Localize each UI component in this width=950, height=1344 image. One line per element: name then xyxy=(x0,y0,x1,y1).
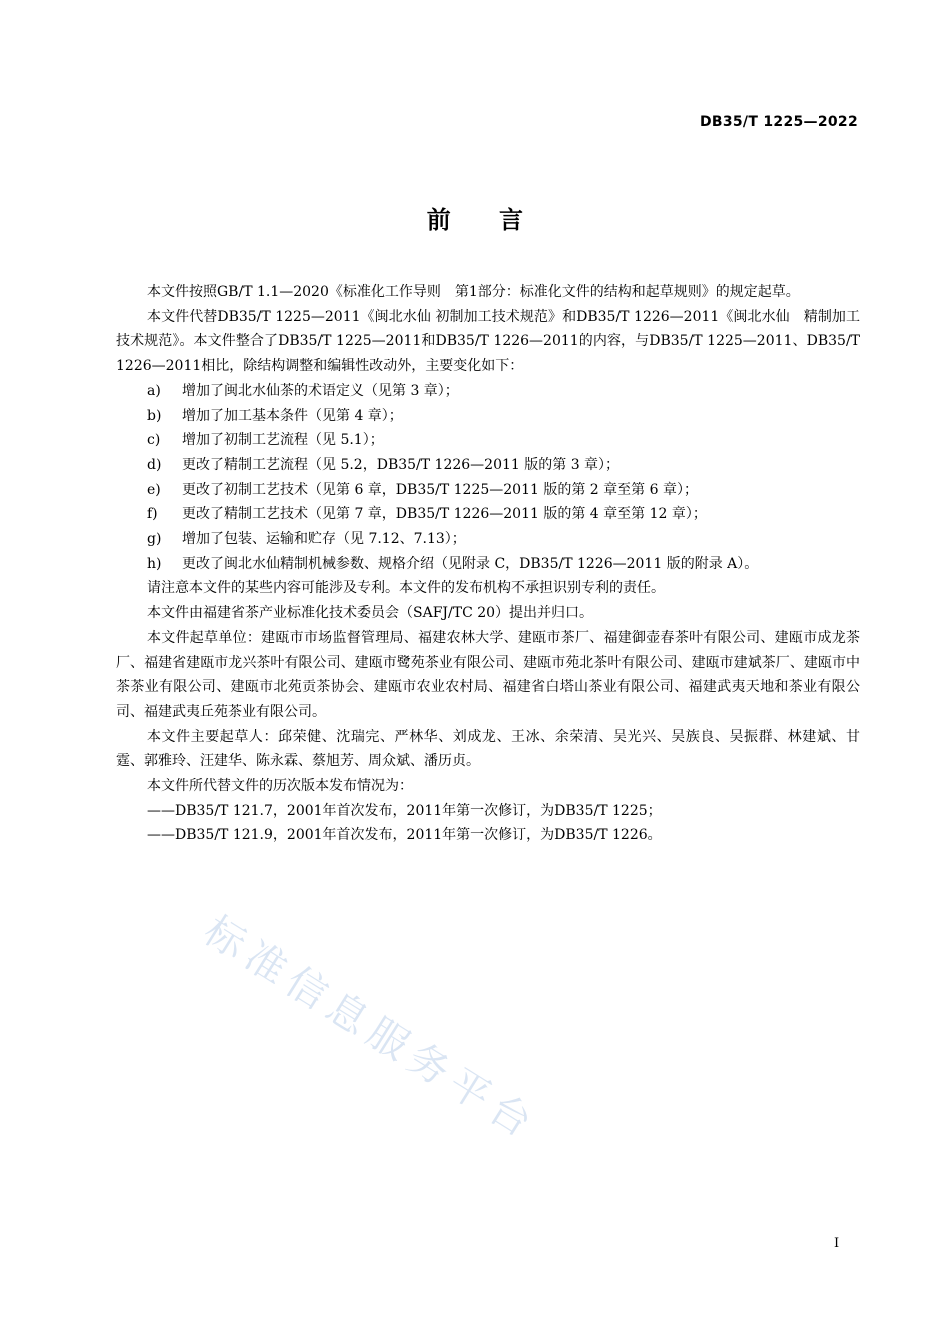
history-entry: ——DB35/T 121.9，2001年首次发布，2011年第一次修订，为DB35/T 1226。 xyxy=(147,827,662,844)
paragraph-drafting-rules: 本文件按照GB/T 1.1—2020《标准化工作导则 第1部分：标准化文件的结构和起草规则》的规定起草。 xyxy=(147,284,800,300)
paragraph-history-intro: 本文件所代替文件的历次版本发布情况为： xyxy=(147,778,413,795)
list-item-change xyxy=(116,379,860,404)
list-marker: f) xyxy=(147,506,158,523)
paragraph-replacement: 本文件代替DB35/T 1225—2011《闽北水仙 初制加工技术规范》和DB35/T 1226—2011《闽北水仙 精制加工技术规范》。本文件整合了DB35/T 1225—2011和DB35/T 1226—2011的内容，与DB35/T 1225—2011、DB35/T 1226—2011相比，除结构调整和编辑性改动外，主要变化如下： xyxy=(116,308,860,375)
foreword-body xyxy=(116,280,860,848)
paragraph-drafting-units: 本文件起草单位：建瓯市市场监督管理局、福建农林大学、建瓯市茶厂、福建御壶春茶叶有限公司、建瓯市成龙茶厂、福建省建瓯市龙兴茶叶有限公司、建瓯市鹭苑茶业有限公司、建瓯市苑北茶叶有限公司、建瓯市建斌茶厂、建瓯市中茶茶业有限公司、建瓯市北苑贡茶协会、建瓯市农业农村局、福建省白塔山茶业有限公司、福建武夷天地和茶业有限公司、福建武夷丘苑茶业有限公司。 xyxy=(116,629,860,720)
list-marker: g) xyxy=(147,531,162,548)
list-text: 增加了包装、运输和贮存（见 7.12、7.13）； xyxy=(182,531,466,548)
paragraph-patent-notice: 请注意本文件的某些内容可能涉及专利。本文件的发布机构不承担识别专利的责任。 xyxy=(147,580,665,597)
list-marker: c) xyxy=(147,432,161,449)
list-item-change xyxy=(116,478,860,503)
list-text: 增加了闽北水仙茶的术语定义（见第 3 章）； xyxy=(182,382,459,399)
list-text: 增加了初制工艺流程（见 5.1）； xyxy=(182,432,384,449)
list-text: 更改了精制工艺流程（见 5.2，DB35/T 1226—2011 版的第 3 章）； xyxy=(182,456,620,473)
list-text: 更改了初制工艺技术（见第 6 章，DB35/T 1225—2011 版的第 2 章至第 6 章）； xyxy=(182,481,698,498)
list-text: 增加了加工基本条件（见第 4 章）； xyxy=(182,407,403,424)
list-marker: b) xyxy=(147,407,162,424)
list-item-change xyxy=(116,552,860,577)
list-marker: a) xyxy=(147,382,161,399)
title-char-1: 前 xyxy=(426,206,451,234)
list-marker: d) xyxy=(147,456,162,473)
list-marker: h) xyxy=(147,555,162,572)
list-text: 更改了闽北水仙精制机械参数、规格介绍（见附录 C，DB35/T 1226—2011 版的附录 A）。 xyxy=(182,555,759,572)
list-item-change xyxy=(116,453,860,478)
paragraph-drafters: 本文件主要起草人：邱荣健、沈瑞完、严林华、刘成龙、王冰、余荣清、吴光兴、吴族良、吴振群、林建斌、甘霆、郭雅玲、汪建华、陈永霖、蔡旭芳、周众斌、潘历贞。 xyxy=(116,728,860,770)
document-code: DB35/T 1225—2022 xyxy=(699,114,858,130)
history-entry: ——DB35/T 121.7，2001年首次发布，2011年第一次修订，为DB35/T 1225； xyxy=(147,802,662,819)
watermark: 标准信息服务平台 xyxy=(195,907,546,1151)
list-item-change xyxy=(116,502,860,527)
page-title xyxy=(0,200,950,235)
list-item-change xyxy=(116,404,860,429)
list-marker: e) xyxy=(147,481,161,498)
list-item-change xyxy=(116,428,860,453)
paragraph-proposer: 本文件由福建省茶产业标准化技术委员会（SAFJ/TC 20）提出并归口。 xyxy=(147,605,594,622)
list-item-change xyxy=(116,527,860,552)
list-text: 更改了精制工艺技术（见第 7 章，DB35/T 1226—2011 版的第 4 章至第 12 章）； xyxy=(182,506,707,523)
page-number: I xyxy=(834,1236,840,1251)
title-char-2: 言 xyxy=(499,206,524,234)
